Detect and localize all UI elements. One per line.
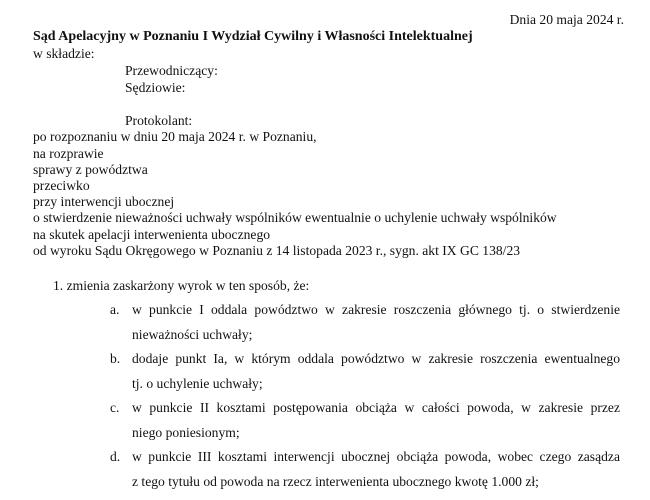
ruling-heading: zmienia zaskarżony wyrok w ten sposób, że: — [66, 278, 310, 293]
document-date: Dnia 20 maja 2024 r. — [509, 12, 624, 27]
composition-judges: Sędziowie: — [125, 80, 186, 95]
item-text: dodaje punkt Ia, w którym oddala powództwo w zakresie roszczenia ewentualnego — [132, 351, 620, 366]
item-text: w punkcie II kosztami postępowania obciąża w całości powoda, w zakresie przez — [132, 400, 620, 415]
ruling-item — [110, 396, 620, 445]
body-line: na rozprawie — [33, 146, 104, 161]
ruling-point — [53, 278, 309, 294]
body-line: przeciwko — [33, 178, 90, 193]
body-line: po rozpoznaniu w dniu 20 maja 2024 r. w Poznaniu, — [33, 129, 317, 144]
composition-clerk: Protokolant: — [125, 113, 193, 128]
ruling-item — [110, 347, 620, 396]
item-text: z tego tytułu od powoda na rzecz interwenienta ubocznego kwotę 1.000 zł; — [132, 473, 539, 489]
item-text: tj. o uchylenie uchwały; — [132, 375, 263, 391]
item-label: b. — [110, 351, 121, 366]
item-label: c. — [110, 400, 120, 415]
body-line: o stwierdzenie nieważności uchwały wspólników ewentualnie o uchylenie uchwały wspólników — [33, 210, 557, 225]
item-text: niego poniesionym; — [132, 424, 240, 440]
body-line: od wyroku Sądu Okręgowego w Poznaniu z 14 listopada 2023 r., sygn. akt IX GC 138/23 — [33, 243, 521, 258]
ruling-number: 1. — [53, 278, 64, 293]
item-text: nieważności uchwały; — [132, 326, 253, 342]
ruling-item — [110, 445, 620, 494]
ruling-item — [110, 298, 620, 347]
body-line: na skutek apelacji interwenienta ubocznego — [33, 227, 271, 242]
court-name: Sąd Apelacyjny w Poznaniu I Wydział Cywilny i Własności Intelektualnej — [33, 29, 473, 44]
item-text: w punkcie III kosztami interwencji ubocznej obciąża powoda, wobec czego zasądza — [132, 449, 620, 464]
body-line: sprawy z powództwa — [33, 162, 148, 177]
composition-chair: Przewodniczący: — [125, 63, 218, 78]
item-label: a. — [110, 302, 120, 317]
composition-intro: w składzie: — [33, 46, 95, 61]
item-label: d. — [110, 449, 121, 464]
body-line: przy interwencji ubocznej — [33, 194, 175, 209]
item-text: w punkcie I oddala powództwo w zakresie roszczenia głównego tj. o stwierdzenie — [132, 302, 620, 317]
